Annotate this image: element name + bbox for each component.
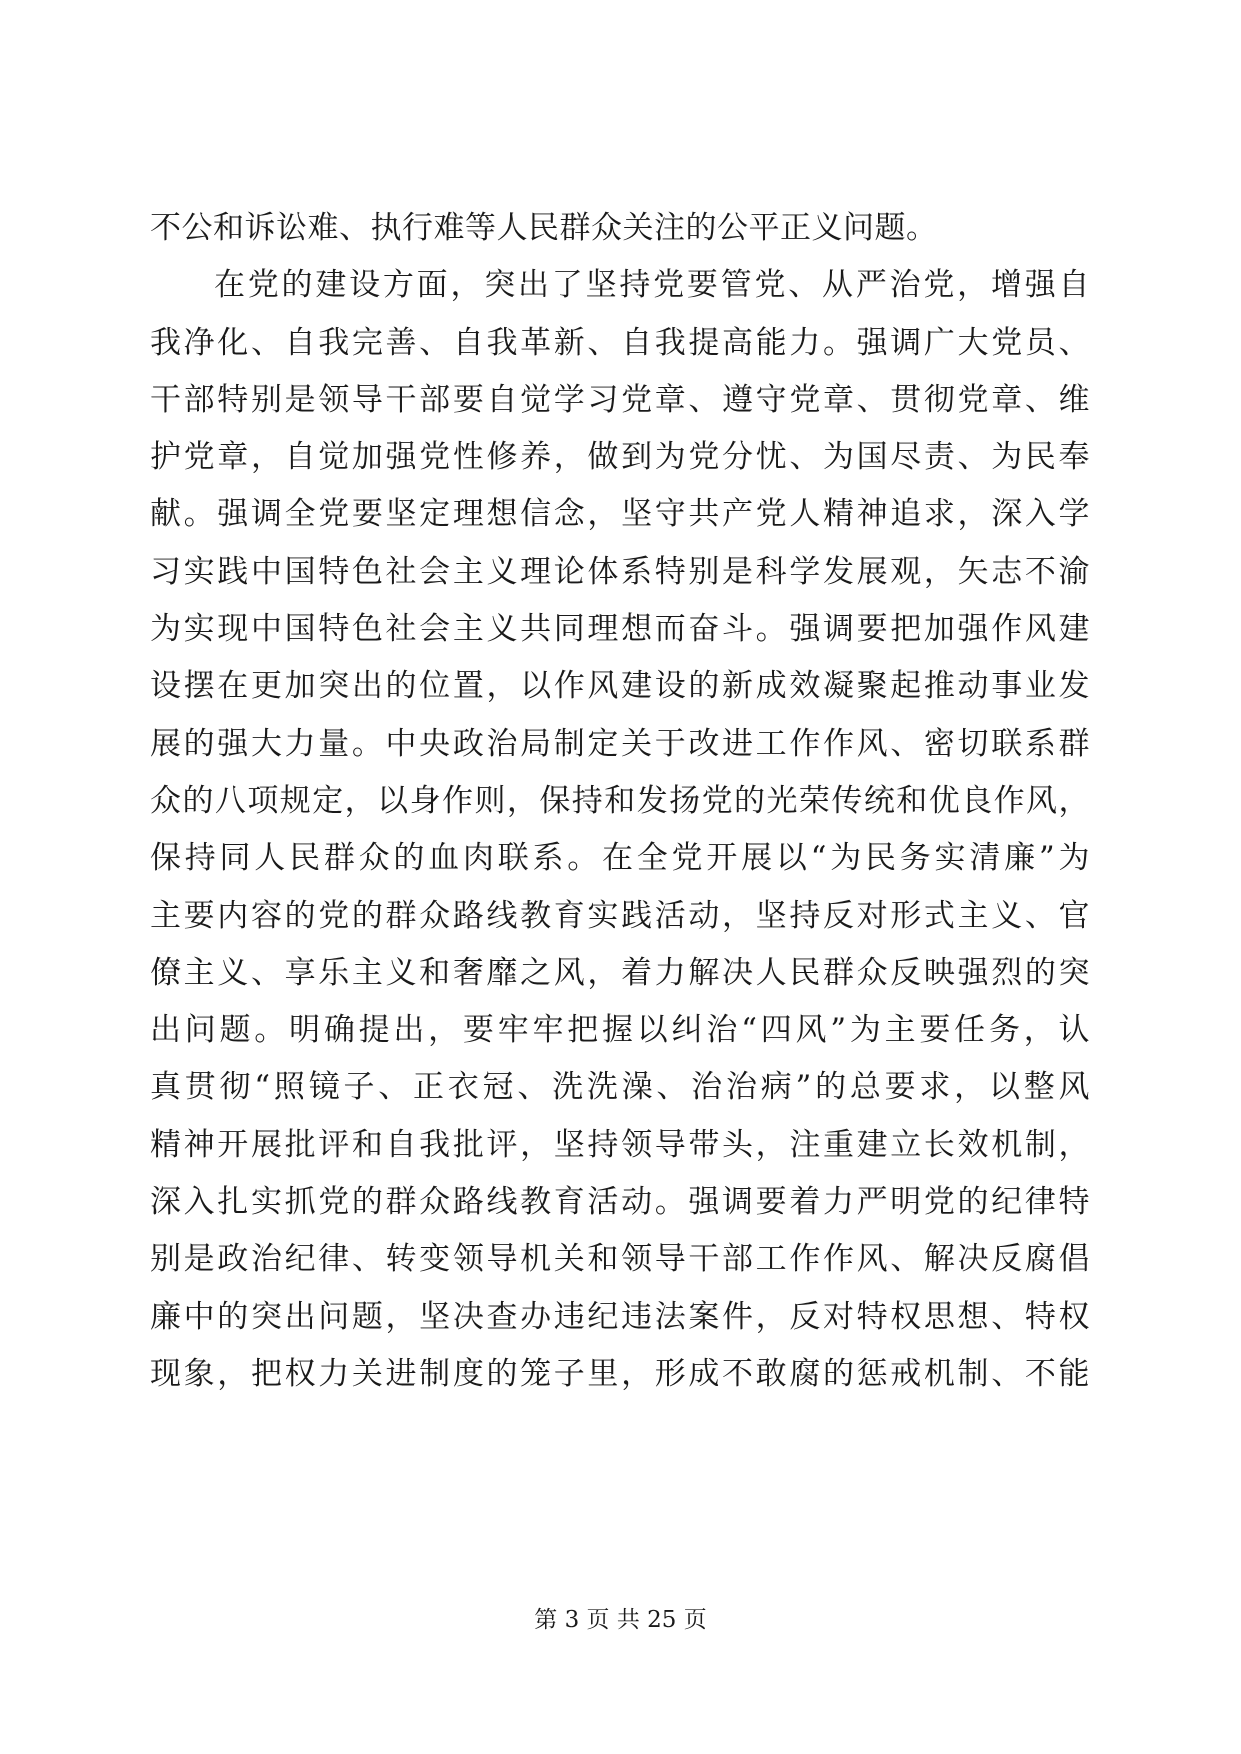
text-line: 廉中的突出问题，坚决查办违纪违法案件，反对特权思想、特权 <box>150 1298 1090 1335</box>
text-line: 现象，把权力关进制度的笼子里，形成不敢腐的惩戒机制、不能 <box>150 1355 1090 1392</box>
text-line: 深入扎实抓党的群众路线教育活动。强调要着力严明党的纪律特 <box>150 1184 1090 1221</box>
text-line: 出问题。明确提出，要牢牢把握以纠治“四风”为主要任务，认 <box>150 1012 1090 1049</box>
text-line: 别是政治纪律、转变领导机关和领导干部工作作风、解决反腐倡 <box>150 1241 1090 1278</box>
text-line: 主要内容的党的群众路线教育实践活动，坚持反对形式主义、官 <box>150 897 1090 934</box>
paragraph-start-line: 在党的建设方面，突出了坚持党要管党、从严治党，增强自 <box>214 267 1090 304</box>
text-line: 干部特别是领导干部要自觉学习党章、遵守党章、贯彻党章、维 <box>150 381 1090 418</box>
page-number-footer: 第 3 页 共 25 页 <box>534 1607 707 1633</box>
text-line: 护党章，自觉加强党性修养，做到为党分忧、为国尽责、为民奉 <box>150 439 1090 476</box>
text-line: 展的强大力量。中央政治局制定关于改进工作作风、密切联系群 <box>150 725 1090 762</box>
text-line: 保持同人民群众的血肉联系。在全党开展以“为民务实清廉”为 <box>150 840 1090 877</box>
text-line: 献。强调全党要坚定理想信念，坚守共产党人精神追求，深入学 <box>150 496 1090 533</box>
text-line: 为实现中国特色社会主义共同理想而奋斗。强调要把加强作风建 <box>150 611 1090 648</box>
text-line: 我净化、自我完善、自我革新、自我提高能力。强调广大党员、 <box>150 324 1090 361</box>
text-line: 习实践中国特色社会主义理论体系特别是科学发展观，矢志不渝 <box>150 553 1090 590</box>
text-line: 真贯彻“照镜子、正衣冠、洗洗澡、治治病”的总要求，以整风 <box>150 1069 1090 1106</box>
text-line: 不公和诉讼难、执行难等人民群众关注的公平正义问题。 <box>150 210 938 246</box>
text-line: 众的八项规定，以身作则，保持和发扬党的光荣传统和优良作风， <box>150 782 1090 819</box>
text-line: 僚主义、享乐主义和奢靡之风，着力解决人民群众反映强烈的突 <box>150 954 1090 991</box>
text-line: 精神开展批评和自我批评，坚持领导带头，注重建立长效机制， <box>150 1126 1090 1163</box>
text-line: 设摆在更加突出的位置，以作风建设的新成效凝聚起推动事业发 <box>150 668 1090 705</box>
body-text <box>150 200 1090 1403</box>
